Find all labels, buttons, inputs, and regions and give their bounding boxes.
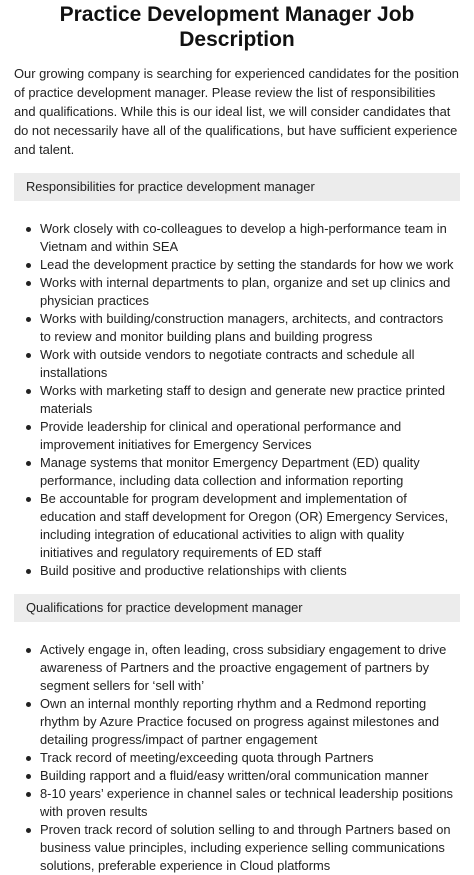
list-item: Proven track record of solution selling to and through Partners based on business value principles, including experience selling communications solutions, preferable experience in Cloud platforms xyxy=(14,821,460,875)
list-item: Actively engage in, often leading, cross subsidiary engagement to drive awareness of Partners and the proactive engagement of partners by segment sellers for ‘sell with’ xyxy=(14,641,460,695)
job-description-page xyxy=(0,2,474,875)
intro-paragraph: Our growing company is searching for experienced candidates for the position of practice development manager. Please review the list of responsibilities and qualifications. While this is our ideal list, we will consider candidates that do not necessarily have all of the qualifications, but have sufficient experience and talent. xyxy=(14,66,459,157)
list-item: Build positive and productive relationships with clients xyxy=(14,562,460,580)
list-item: Works with internal departments to plan, organize and set up clinics and physician practices xyxy=(14,274,460,310)
list-item: Manage systems that monitor Emergency Department (ED) quality performance, including data collection and information reporting xyxy=(14,454,460,490)
list-item: Track record of meeting/exceeding quota through Partners xyxy=(14,749,460,767)
qualifications-list xyxy=(14,641,460,875)
list-item: Be accountable for program development and implementation of education and staff development for Oregon (OR) Emergency Services, including integration of educational activities to align with quality initiatives and regulatory requirements of ED staff xyxy=(14,490,460,562)
list-item: 8-10 years’ experience in channel sales or technical leadership positions with proven results xyxy=(14,785,460,821)
list-item: Works with marketing staff to design and generate new practice printed materials xyxy=(14,382,460,418)
list-item: Lead the development practice by setting the standards for how we work xyxy=(14,256,460,274)
list-item: Work with outside vendors to negotiate contracts and schedule all installations xyxy=(14,346,460,382)
list-item: Works with building/construction managers, architects, and contractors to review and monitor building plans and building progress xyxy=(14,310,460,346)
list-item: Work closely with co-colleagues to develop a high-performance team in Vietnam and within SEA xyxy=(14,220,460,256)
qualifications-header: Qualifications for practice development manager xyxy=(14,594,460,622)
list-item: Provide leadership for clinical and operational performance and improvement initiatives for Emergency Services xyxy=(14,418,460,454)
responsibilities-header: Responsibilities for practice development manager xyxy=(14,173,460,201)
responsibilities-list xyxy=(14,220,460,580)
page-title: Practice Development Manager Job Description xyxy=(59,3,415,51)
list-item: Building rapport and a fluid/easy written/oral communication manner xyxy=(14,767,460,785)
list-item: Own an internal monthly reporting rhythm and a Redmond reporting rhythm by Azure Practice focused on progress against milestones and detailing progress/impact of partner engagement xyxy=(14,695,460,749)
